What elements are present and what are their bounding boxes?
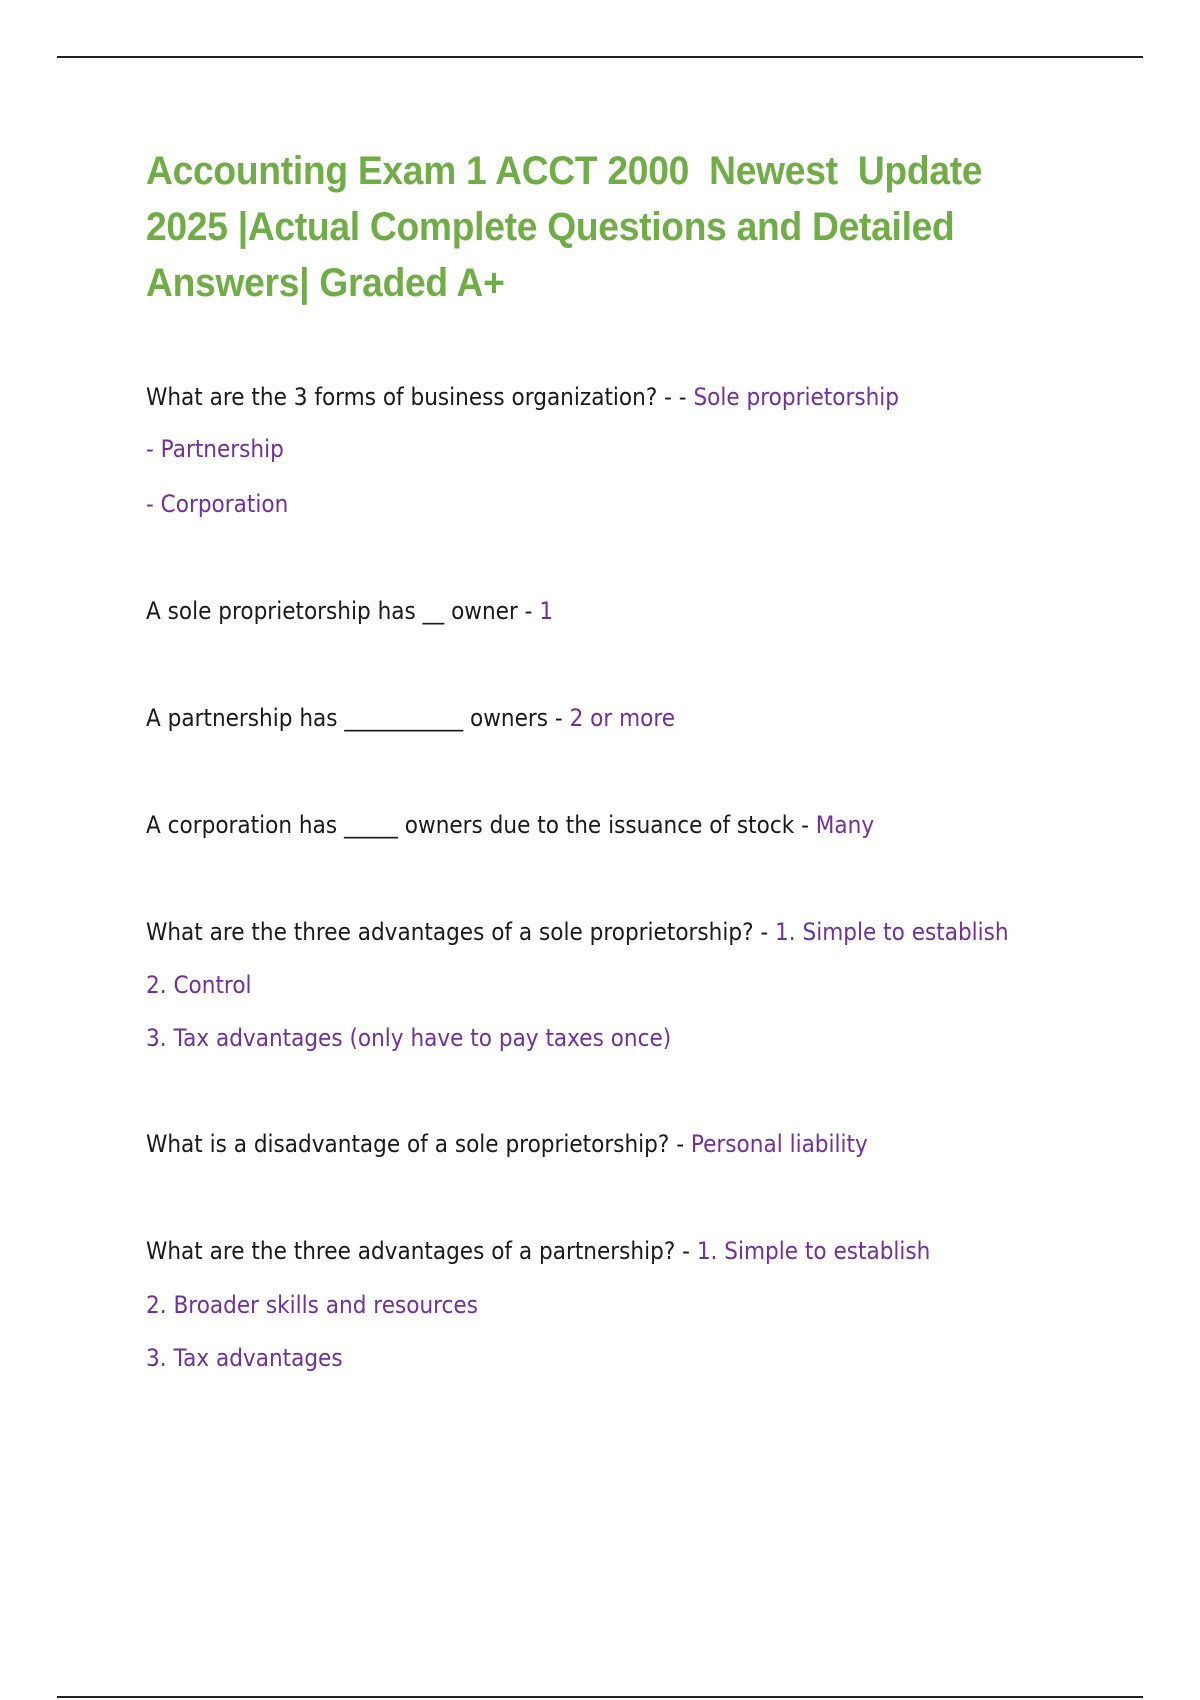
qa-question-line — [146, 701, 675, 735]
question-text: What are the 3 forms of business organization? - - — [146, 383, 694, 411]
qa-question-line — [146, 808, 874, 842]
answer-line: - Corporation — [146, 490, 289, 518]
question-text: A partnership has ___________ owners - — [146, 704, 570, 732]
qa-question-line — [146, 1234, 930, 1268]
answer-text: Personal liability — [690, 1130, 868, 1158]
qa-question-line — [146, 594, 553, 628]
answer-text: 1. Simple to establish — [775, 918, 1009, 946]
answer-text: 1. Simple to establish — [696, 1237, 931, 1265]
footer-rule — [57, 1696, 1143, 1698]
answer-line: - Partnership — [146, 435, 284, 463]
answer-text: 1 — [539, 597, 554, 625]
question-text: A corporation has _____ owners due to the issuance of stock - — [146, 811, 816, 839]
header-rule — [57, 56, 1143, 58]
answer-text: 2 or more — [569, 704, 676, 732]
qa-question-line — [146, 380, 899, 414]
qa-question-line — [146, 915, 1009, 949]
answer-line: 3. Tax advantages — [146, 1344, 343, 1372]
document-title: Accounting Exam 1 ACCT 2000 Newest Update 2025 |Actual Complete Questions and Detailed Answers| Graded A+ — [146, 149, 993, 305]
answer-line: 3. Tax advantages (only have to pay taxes once) — [146, 1024, 672, 1052]
answer-text: Many — [815, 811, 875, 839]
question-text: What is a disadvantage of a sole proprietorship? - — [146, 1130, 691, 1158]
question-text: A sole proprietorship has __ owner - — [146, 597, 540, 625]
answer-line: 2. Control — [146, 971, 252, 999]
qa-question-line — [146, 1127, 868, 1161]
answer-line: 2. Broader skills and resources — [146, 1291, 478, 1319]
answer-text: Sole proprietorship — [693, 383, 899, 411]
question-text: What are the three advantages of a sole proprietorship? - — [146, 918, 776, 946]
question-text: What are the three advantages of a partnership? - — [146, 1237, 697, 1265]
